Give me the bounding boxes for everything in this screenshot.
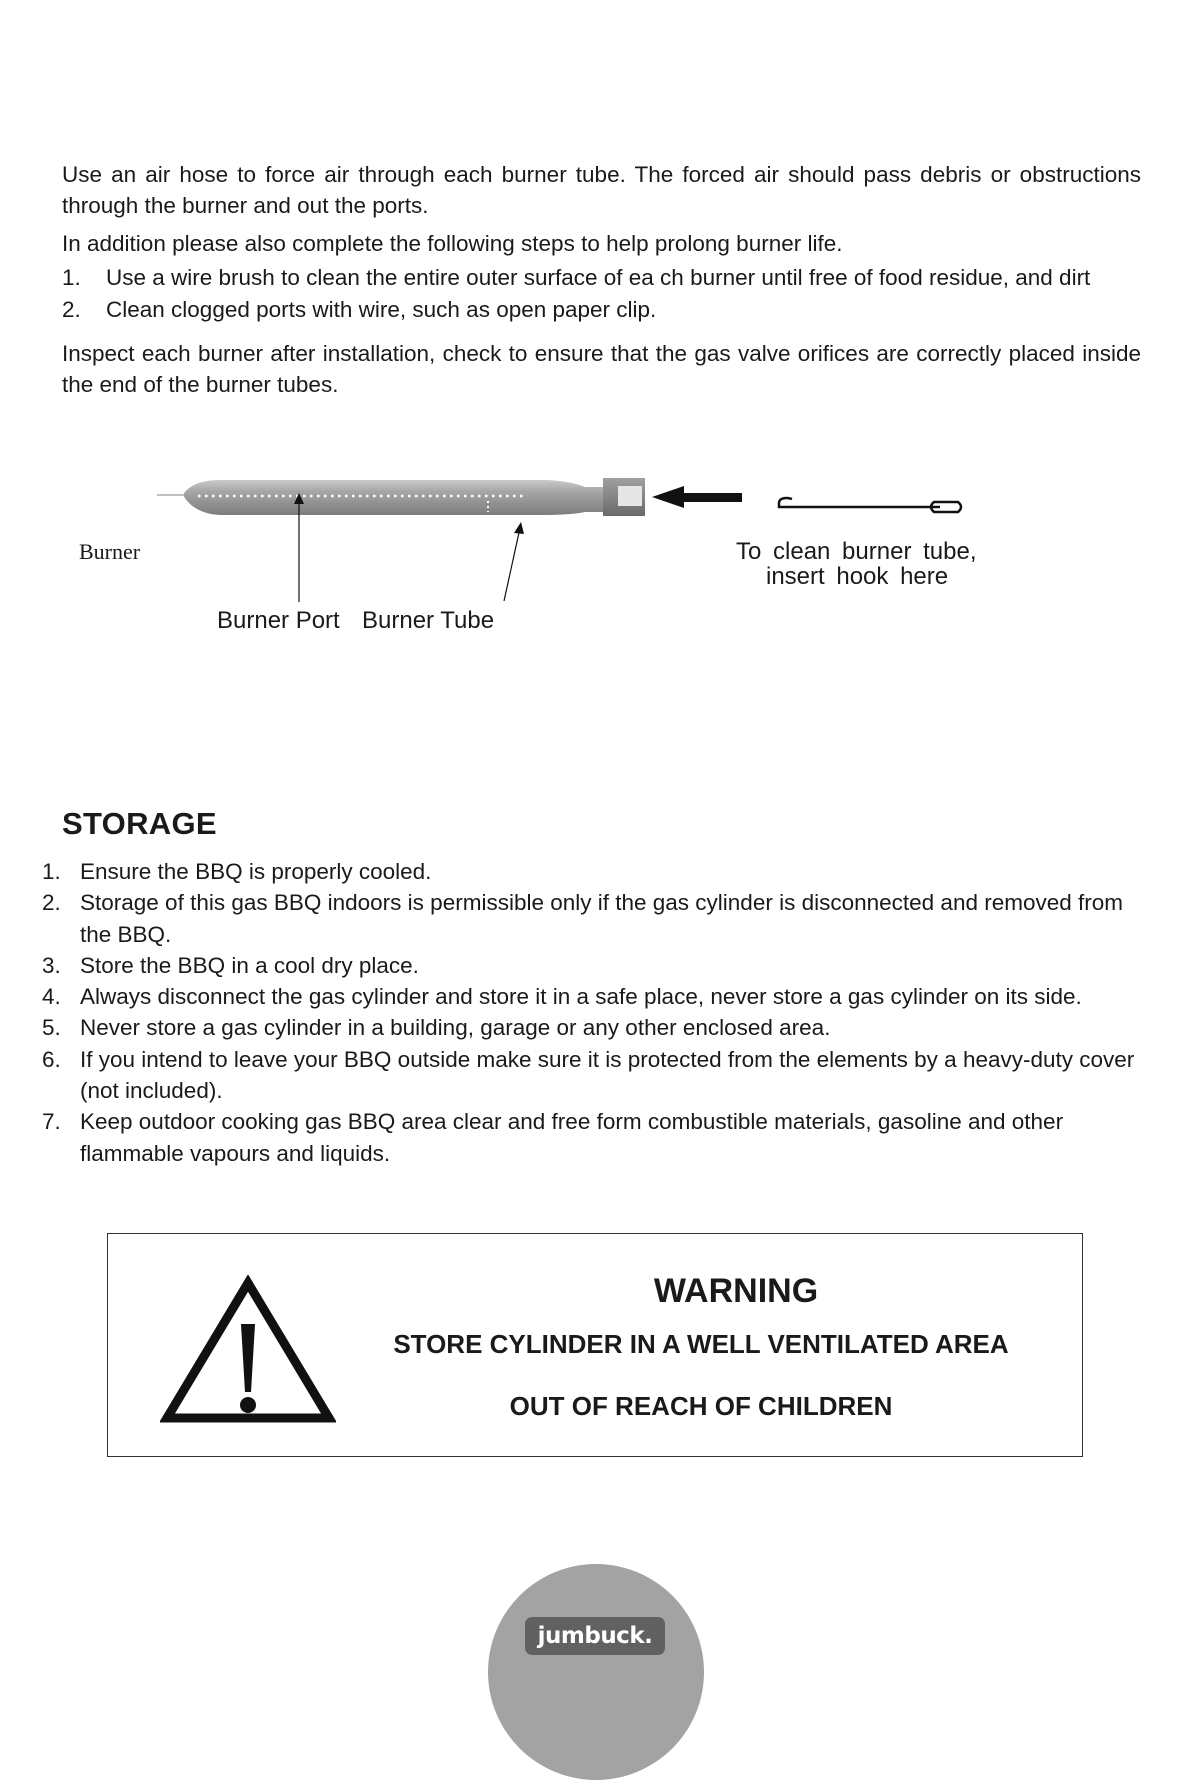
jumbuck-logo: jumbuck. [525, 1617, 665, 1655]
burner-tube-label: Burner Tube [362, 607, 495, 634]
item-text: Ensure the BBQ is properly cooled. [80, 859, 432, 884]
burner-label: Burner [79, 539, 141, 564]
storage-heading: STORAGE [62, 806, 217, 841]
storage-item [42, 1106, 1142, 1169]
warning-line-ventilated: STORE CYLINDER IN A WELL VENTILATED AREA [393, 1329, 1009, 1359]
warning-title: WARNING [653, 1272, 819, 1310]
hook-instruction-line2: insert hook here [766, 563, 949, 590]
item-text: Never store a gas cylinder in a building, garage or any other enclosed area. [80, 1015, 831, 1041]
storage-item [42, 887, 1142, 950]
storage-item [42, 950, 1142, 981]
item-number: 2. [42, 890, 61, 916]
item-number: 5. [42, 1015, 61, 1041]
item-number: 7. [42, 1109, 61, 1135]
item-text: Store the BBQ in a cool dry place. [80, 952, 419, 978]
inspect-instruction: Inspect each burner after installation, check to ensure that the gas valve orifices are correctly placed inside the end of the burner tubes. [62, 341, 1141, 397]
item-text: Always disconnect the gas cylinder and store it in a safe place, never store a gas cylinder on its side. [80, 984, 1082, 1010]
burner-illustration [0, 450, 1191, 650]
cleaning-step [62, 262, 1090, 293]
step-text: Clean clogged ports with wire, such as open paper clip. [106, 297, 657, 322]
storage-item [42, 1012, 1142, 1043]
air-hose-instruction: Use an air hose to force air through each burner tube. The forced air should pass debris or obstructions through the burner and out the ports. [62, 162, 1141, 218]
burner-port-label: Burner Port [217, 607, 340, 634]
item-number: 4. [42, 984, 61, 1010]
footer-circle [488, 1564, 704, 1780]
step-text: Use a wire brush to clean the entire outer surface of ea ch burner until free of food residue, and dirt [106, 265, 1091, 290]
warning-box [107, 1233, 1083, 1457]
item-text: Keep outdoor cooking gas BBQ area clear and free form combustible materials, gasoline and other flammable vapours and liquids. [80, 1109, 1064, 1166]
item-text: Storage of this gas BBQ indoors is permissible only if the gas cylinder is disconnected and removed from the BBQ. [80, 890, 1124, 947]
warning-line-children: OUT OF REACH OF CHILDREN [509, 1391, 893, 1421]
item-number: 6. [42, 1046, 61, 1072]
cleaning-step [62, 294, 656, 325]
prolong-life-intro: In addition please also complete the following steps to help prolong burner life. [62, 231, 843, 256]
storage-list [42, 856, 1142, 1169]
item-number: 1. [42, 859, 61, 884]
item-text: If you intend to leave your BBQ outside make sure it is protected from the elements by a heavy-duty cover (not included). [80, 1046, 1135, 1104]
storage-item [42, 981, 1142, 1012]
storage-item [42, 1044, 1142, 1107]
item-number: 3. [42, 952, 61, 978]
hook-instruction-line1: To clean burner tube, [736, 538, 977, 565]
step-number: 1. [62, 265, 81, 290]
burner-diagram [0, 450, 1191, 650]
storage-item [42, 856, 1142, 887]
step-number: 2. [62, 297, 81, 322]
